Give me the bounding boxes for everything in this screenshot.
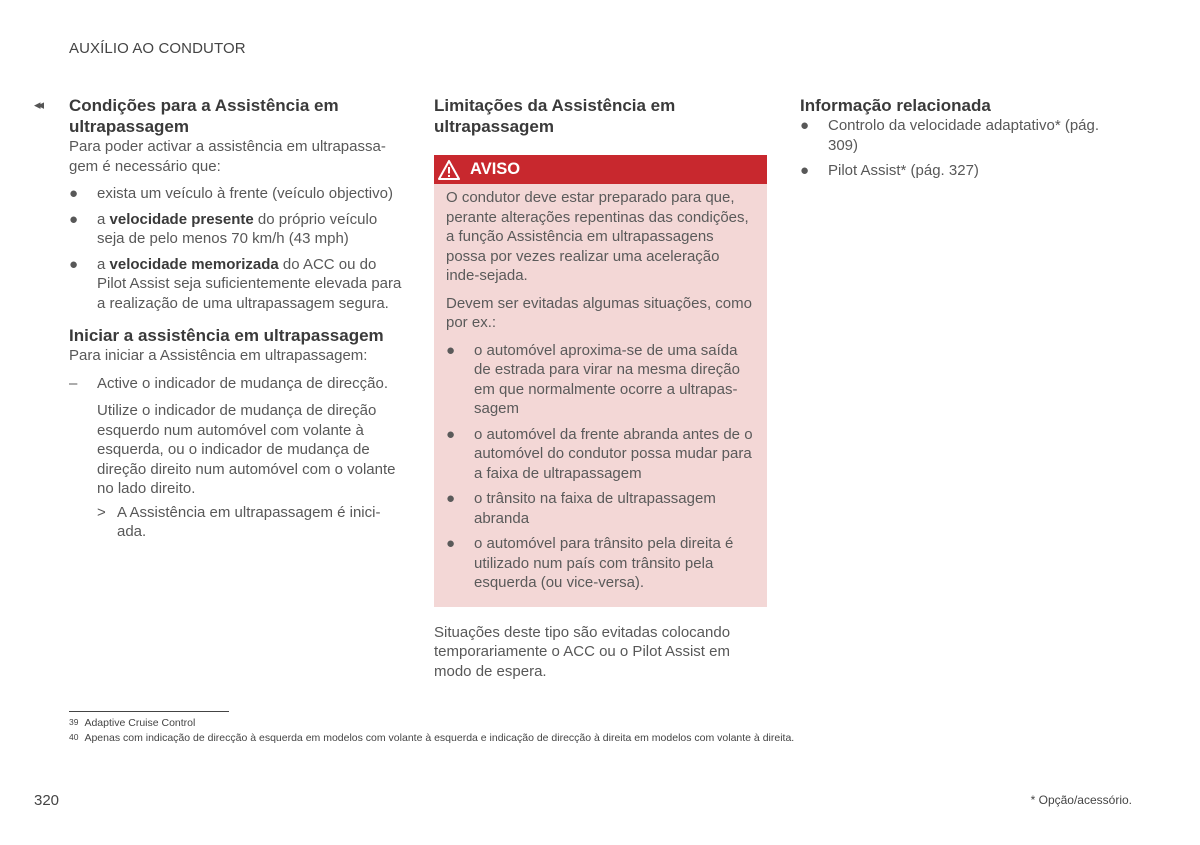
bullet-icon: ● [446,341,456,359]
warning-triangle-icon [438,160,460,180]
heading-conditions: Condições para a Assistência em ultrapassagem [69,96,339,136]
warning-paragraph: O condutor deve estar preparado para que, perante alterações repentinas das condições, a função Assistência em ultrapassagens possa por vezes realizar uma aceleração inde-sejada. [446,189,749,284]
warning-paragraph: Devem ser evitadas algumas situações, como por ex.: [446,294,752,331]
warning-title: AVISO [470,159,521,178]
bullet-icon: ● [446,535,456,552]
continuation-mark-icon: ◂◂ [34,97,42,112]
list-item: ● a velocidade presente do próprio veículo seja de pelo menos 70 km/h (43 mph) [69,210,378,247]
option-note: * Opção/acessório. [1030,793,1132,807]
list-item: ● o automóvel para trânsito pela direita é utilizado num país com trânsito pela esquerda (ou vice-versa). [446,535,734,591]
warning-box [434,155,767,607]
bullet-icon: ● [800,162,810,179]
start-intro: Para iniciar a Assistência em ultrapassagem: [69,347,368,364]
limitations-after-text: Situações deste tipo são evitadas colocando temporariamente o ACC ou o Pilot Assist em modo de espera. [434,623,731,680]
list-item: ● o automóvel da frente abranda antes de o automóvel do condutor possa mudar para a faixa de ultrapassagem [446,425,753,482]
heading-related-info: Informação relacionada [800,96,991,115]
section-header: AUXÍLIO AO CONDUTOR [69,40,246,57]
column-related-info [800,95,1130,181]
result-item: > A Assistência em ultrapassagem é inici-ada. [97,503,381,540]
footnote: $^{40}$ Apenas com indicação de direcção à esquerda em modelos com volante à esquerda e indicação de direcção à direita em modelos com volante à direita. [69,732,795,744]
list-item: ● a velocidade memorizada do ACC ou do Pilot Assist seja suficientemente elevada para a realização de uma ultrapassagem segura. [69,255,402,312]
page-number: 320 [34,792,60,809]
footnote: $^{39}$ Adaptive Cruise Control [69,717,196,729]
warning-body [434,184,767,607]
bullet-icon: ● [446,425,456,443]
column-limitations [434,95,767,681]
related-link[interactable]: ● Controlo da velocidade adaptativo* (pág. 309) [800,117,1100,154]
result-arrow-icon: > [97,503,106,521]
list-item: ● o automóvel aproxima-se de uma saída de estrada para virar na mesma direção em que normalmente ocorre a ultrapas-sagem [446,341,740,417]
warning-header [434,155,767,184]
bullet-icon: ● [446,490,456,507]
dash-marker: – [69,374,78,392]
bullet-icon: ● [69,185,79,202]
conditions-list [69,184,404,313]
bullet-icon: ● [800,117,810,134]
step-item: – Active o indicador de mudança de direcção. [69,374,389,392]
bullet-icon: ● [69,210,79,228]
list-item: ● exista um veículo à frente (veículo objectivo) [69,185,393,202]
conditions-intro: Para poder activar a assistência em ultrapassa-gem é necessário que: [69,138,386,175]
footnote-divider [69,711,229,712]
list-item: ● o trânsito na faixa de ultrapassagem abranda [446,490,716,527]
step-note: Utilize o indicador de mudança de direção esquerdo num automóvel com volante à esquerda, ou o indicador de mudança de direção direito num automóvel com o volante no lado direito. [97,402,396,497]
heading-start-assist: Iniciar a assistência em ultrapassagem [69,326,384,345]
bullet-icon: ● [69,255,79,273]
heading-limitations: Limitações da Assistência em ultrapassagem [434,96,676,136]
column-conditions [69,95,404,542]
related-link[interactable]: ● Pilot Assist* (pág. 327) [800,162,979,179]
related-links [800,116,1130,181]
warning-list [446,341,755,593]
